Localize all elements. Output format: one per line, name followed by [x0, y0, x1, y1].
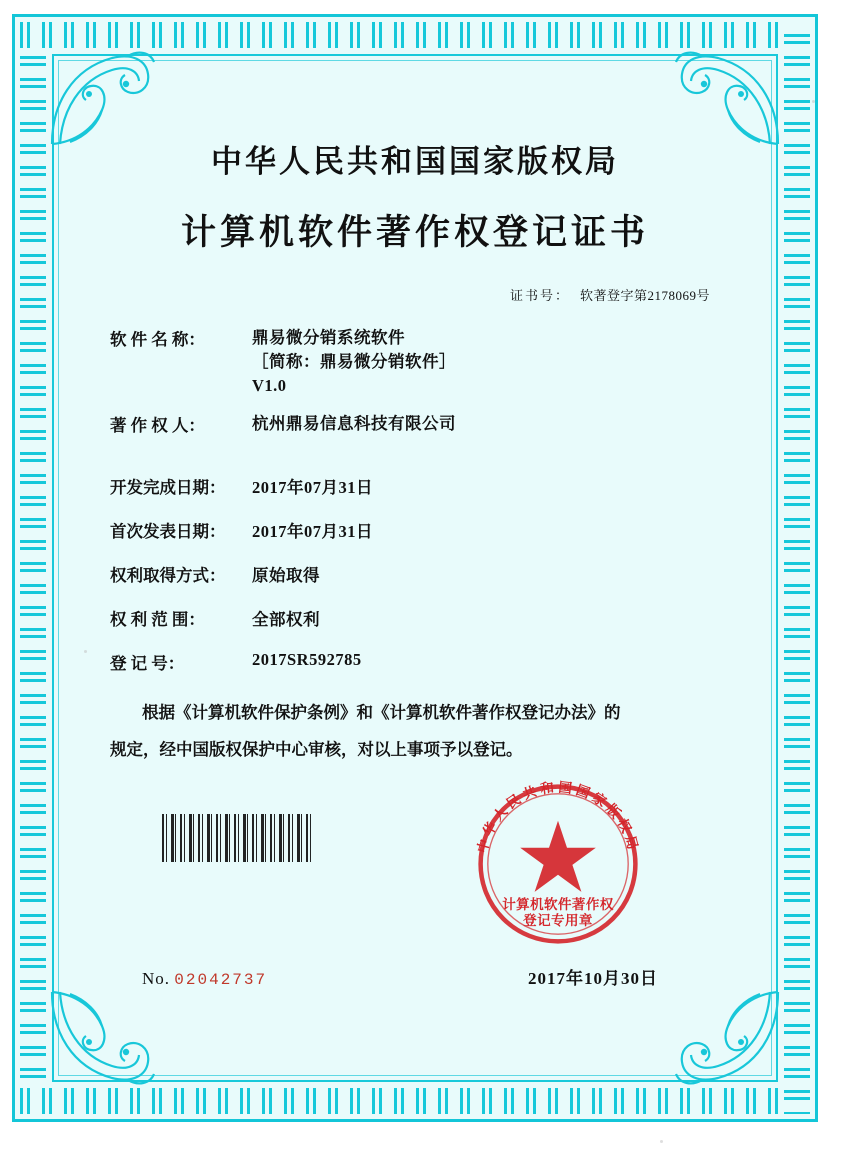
field-value — [252, 412, 456, 436]
field-rights-scope — [110, 606, 758, 630]
field-value: 2017年07月31日 — [252, 477, 373, 497]
svg-text:中华人民共和国国家版权局: 中华人民共和国国家版权局 — [474, 779, 642, 855]
field-label: 软 件 名 称： — [110, 330, 205, 349]
svg-text:计算机软件著作权: 计算机软件著作权 — [502, 897, 614, 912]
field-development-completion-date — [110, 474, 758, 498]
barcode — [162, 814, 312, 862]
field-value — [252, 326, 456, 398]
field-label: 登 记 号： — [110, 653, 185, 673]
primary-fields — [72, 326, 758, 436]
field-value: 2017年07月31日 — [252, 521, 373, 541]
field-registration-number — [110, 650, 758, 674]
field-copyright-owner — [110, 412, 758, 436]
scan-speck — [660, 1140, 663, 1143]
scan-speck — [812, 100, 815, 103]
software-version: V1.0 — [252, 375, 287, 395]
spacer — [72, 440, 758, 474]
certificate-number — [72, 285, 758, 304]
serial-number-label: No. — [142, 969, 171, 988]
serial-number-value: 02042737 — [174, 971, 268, 989]
certificate-frame — [12, 14, 818, 1122]
issuing-authority-title: 中华人民共和国国家版权局 — [211, 144, 619, 179]
legal-statement-line-1: 根据《计算机软件保护条例》和《计算机软件著作权登记办法》的 — [142, 702, 621, 722]
svg-text:登记专用章: 登记专用章 — [523, 913, 593, 929]
certificate-footer — [142, 964, 698, 989]
field-label: 首次发表日期： — [110, 521, 226, 541]
field-label: 著 作 权 人： — [110, 415, 205, 435]
field-value: 2017SR592785 — [252, 649, 362, 669]
field-rights-acquisition-method — [110, 562, 758, 586]
scan-speck — [84, 650, 87, 653]
certificate-content — [72, 74, 758, 1062]
field-value: 原始取得 — [252, 565, 320, 585]
field-first-publication-date — [110, 518, 758, 542]
secondary-fields — [72, 474, 758, 674]
official-seal — [468, 774, 648, 954]
field-label: 权利取得方式： — [110, 565, 226, 585]
certificate-number-value: 软著登字第2178069号 — [579, 288, 710, 303]
field-label: 权 利 范 围： — [110, 609, 205, 629]
field-label: 开发完成日期： — [110, 477, 226, 497]
legal-statement-line-2: 规定，经中国版权保护中心审核，对以上事项予以登记。 — [110, 739, 523, 759]
legal-statement — [72, 694, 758, 768]
field-software-name — [110, 326, 758, 398]
software-name-line-2: ［简称：鼎易微分销软件］ — [252, 351, 456, 371]
software-name-line-1: 鼎易微分销系统软件 — [252, 328, 405, 347]
copyright-owner-name: 杭州鼎易信息科技有限公司 — [252, 413, 456, 433]
certificate-number-label: 证书号： — [509, 288, 570, 303]
field-value: 全部权利 — [252, 609, 320, 629]
certificate-title: 计算机软件著作权登记证书 — [180, 213, 649, 252]
issue-date: 2017年10月30日 — [528, 969, 658, 988]
serial-number — [142, 969, 267, 989]
